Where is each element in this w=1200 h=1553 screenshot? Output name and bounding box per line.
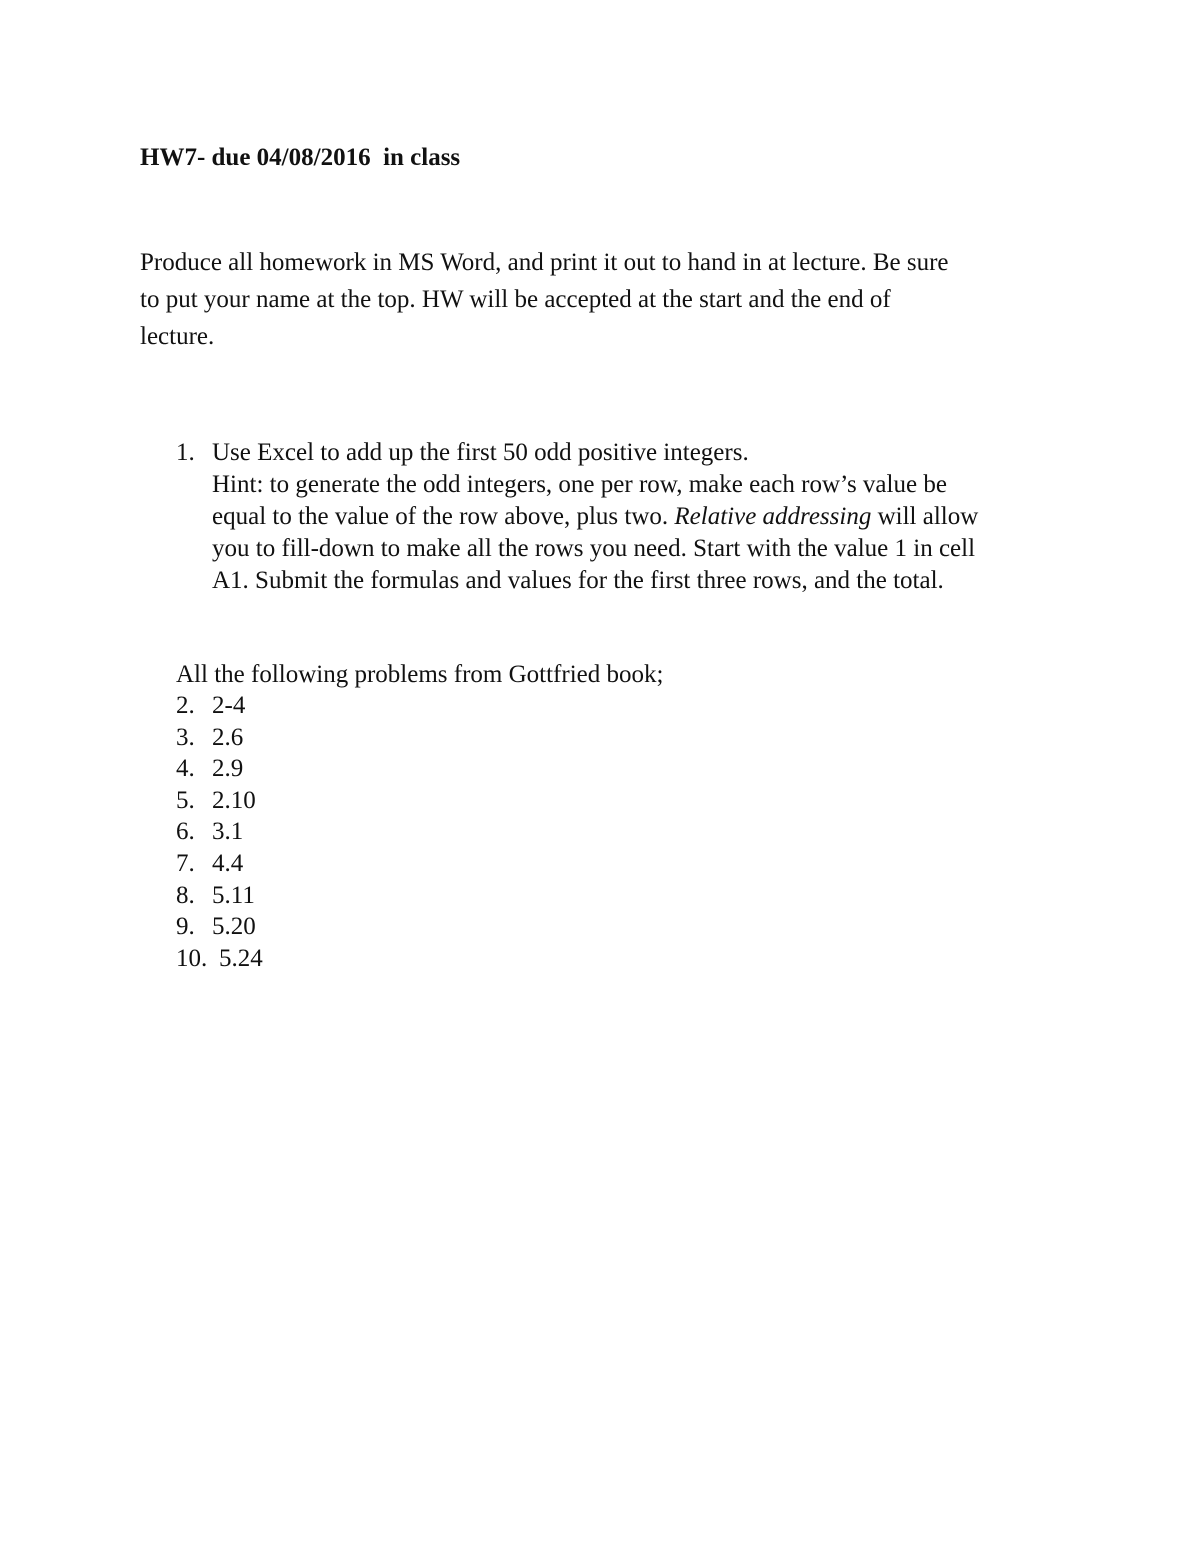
problem-number: 4. xyxy=(176,755,195,783)
question-line: you to fill-down to make all the rows you need. Start with the value 1 in cell xyxy=(212,535,976,562)
problem-value: 2.9 xyxy=(212,755,244,783)
problem-value: 3.1 xyxy=(212,818,244,846)
question-text: will allow xyxy=(871,503,979,530)
problem-number: 2. xyxy=(176,692,195,719)
intro-line: Produce all homework in MS Word, and print it out to hand in at lecture. Be sure xyxy=(140,249,949,276)
page-title: HW7- due 04/08/2016 in class xyxy=(140,144,461,171)
problem-value: 4.4 xyxy=(212,849,244,877)
problem-value: 5.20 xyxy=(212,913,256,941)
question-line: Hint: to generate the odd integers, one per row, make each row’s value be xyxy=(212,471,947,498)
question-line xyxy=(212,501,1092,533)
question-line: A1. Submit the formulas and values for the first three rows, and the total. xyxy=(212,567,944,594)
intro-paragraph xyxy=(140,244,1040,355)
following-label: All the following problems from Gottfried book; xyxy=(176,661,664,688)
problem-value: 5.24 xyxy=(219,944,263,972)
problem-value: 5.11 xyxy=(212,881,255,909)
problem-number: 3. xyxy=(176,723,195,751)
question-number: 1. xyxy=(176,439,195,466)
problem-value: 2.6 xyxy=(212,723,244,751)
problem-number: 5. xyxy=(176,786,195,814)
intro-line: lecture. xyxy=(140,323,215,350)
problem-number: 10. xyxy=(176,944,208,972)
problem-number: 7. xyxy=(176,849,195,877)
question-line: Use Excel to add up the first 50 odd positive integers. xyxy=(212,439,749,466)
emphasis-term: Relative addressing xyxy=(674,503,872,530)
question-text: equal to the value of the row above, plus two. xyxy=(212,503,675,530)
problem-number: 8. xyxy=(176,881,195,909)
problem-number: 9. xyxy=(176,913,195,941)
problem-number: 6. xyxy=(176,818,195,846)
question-body xyxy=(212,437,1092,597)
intro-line: to put your name at the top. HW will be accepted at the start and the end of xyxy=(140,286,891,313)
problem-value: 2-4 xyxy=(212,692,246,719)
problem-value: 2.10 xyxy=(212,786,256,814)
